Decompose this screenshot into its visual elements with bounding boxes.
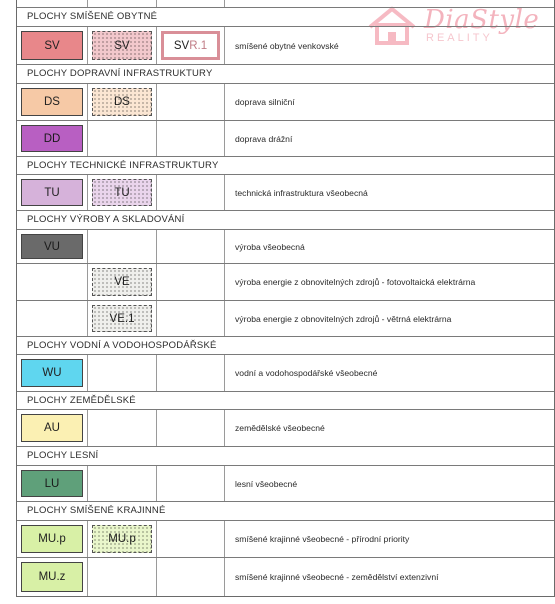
legend-description: smíšené krajinné všeobecné - zemědělství extenzivní bbox=[235, 572, 439, 582]
section-header: PLOCHY SMÍŠENÉ OBYTNÉ bbox=[17, 7, 554, 26]
legend-cell bbox=[157, 27, 225, 64]
legend-cell bbox=[17, 521, 88, 557]
legend-cell bbox=[88, 521, 157, 557]
legend-description: smíšené krajinné všeobecné - přírodní priority bbox=[235, 534, 410, 544]
legend-description: zemědělské všeobecné bbox=[235, 423, 325, 433]
legend-description: technická infrastruktura všeobecná bbox=[235, 187, 368, 198]
symbol-suffix: R.1 bbox=[189, 39, 208, 52]
legend-cell bbox=[88, 301, 157, 336]
legend-description: výroba energie z obnovitelných zdrojů - fotovoltaická elektrárna bbox=[235, 277, 476, 287]
legend-swatch-proposed: VE.1 bbox=[92, 305, 152, 332]
legend-cell bbox=[88, 410, 157, 446]
legend-cell bbox=[157, 466, 225, 501]
section-header: PLOCHY DOPRAVNÍ INFRASTRUKTURY bbox=[17, 64, 554, 83]
legend-swatch: VU bbox=[21, 234, 83, 259]
legend-row bbox=[17, 354, 554, 391]
logo-name: DiaStyle bbox=[424, 5, 540, 35]
legend-cell bbox=[17, 410, 88, 446]
legend-cell bbox=[88, 84, 157, 120]
legend-swatch: DD bbox=[21, 125, 83, 152]
legend-cell bbox=[157, 84, 225, 120]
legend-symbol-outline bbox=[161, 31, 220, 60]
legend-row bbox=[17, 83, 554, 120]
legend-swatch: AU bbox=[21, 414, 83, 442]
legend-row bbox=[17, 409, 554, 446]
legend-row bbox=[17, 465, 554, 501]
section-header: PLOCHY VODNÍ A VODOHOSPODÁŘSKÉ bbox=[17, 336, 554, 354]
legend-swatch: SV bbox=[21, 31, 83, 60]
legend-cell bbox=[157, 0, 225, 7]
legend-description: smíšené obytné venkovské bbox=[235, 40, 339, 51]
section-header: PLOCHY TECHNICKÉ INFRASTRUKTURY bbox=[17, 156, 554, 174]
section-header: PLOCHY ZEMĚDĚLSKÉ bbox=[17, 391, 554, 409]
legend-cell bbox=[157, 230, 225, 263]
legend-cell bbox=[17, 466, 88, 501]
legend-row bbox=[17, 26, 554, 64]
legend-table bbox=[16, 0, 555, 597]
legend-row bbox=[17, 300, 554, 336]
legend-swatch: MU.p bbox=[21, 525, 83, 553]
legend-row bbox=[17, 557, 554, 596]
legend-swatch-proposed: SV bbox=[92, 31, 152, 60]
legend-description: doprava drážní bbox=[235, 133, 293, 144]
legend-row bbox=[17, 263, 554, 300]
legend-swatch-proposed: DS bbox=[92, 88, 152, 116]
legend-cell bbox=[157, 521, 225, 557]
legend-swatch: DS bbox=[21, 88, 83, 116]
legend-description: lesní všeobecné bbox=[235, 478, 298, 489]
legend-cell bbox=[88, 558, 157, 596]
legend-cell bbox=[17, 301, 88, 336]
legend-cell bbox=[88, 230, 157, 263]
legend-row bbox=[17, 520, 554, 557]
cutoff-row bbox=[17, 0, 554, 7]
legend-cell bbox=[157, 558, 225, 596]
symbol-code: SV bbox=[173, 39, 190, 52]
section-header: PLOCHY SMÍŠENÉ KRAJINNÉ bbox=[17, 501, 554, 520]
legend-cell bbox=[88, 121, 157, 156]
legend-swatch-proposed: TU bbox=[92, 179, 152, 206]
legend-cell bbox=[157, 264, 225, 300]
legend-cell bbox=[157, 301, 225, 336]
legend-cell bbox=[157, 355, 225, 391]
legend-cell bbox=[17, 27, 88, 64]
section-header: PLOCHY LESNÍ bbox=[17, 446, 554, 465]
legend-swatch-proposed: MU.p bbox=[92, 525, 152, 553]
legend-cell bbox=[17, 230, 88, 263]
legend-cell bbox=[88, 355, 157, 391]
legend-cell bbox=[157, 121, 225, 156]
legend-cell bbox=[157, 410, 225, 446]
legend-row bbox=[17, 120, 554, 156]
legend-swatch-proposed: VE bbox=[92, 268, 152, 296]
legend-description: doprava silniční bbox=[235, 97, 295, 107]
legend-cell bbox=[17, 121, 88, 156]
legend-cell bbox=[88, 466, 157, 501]
legend-cell bbox=[17, 264, 88, 300]
legend-cell bbox=[88, 27, 157, 64]
legend-swatch: MU.z bbox=[21, 562, 83, 592]
legend-swatch: LU bbox=[21, 470, 83, 497]
legend-cell bbox=[88, 175, 157, 210]
legend-swatch: WU bbox=[21, 359, 83, 387]
logo-tagline: REALITY bbox=[426, 32, 493, 44]
legend-description: vodní a vodohospodářské všeobecné bbox=[235, 368, 378, 378]
legend-row bbox=[17, 174, 554, 210]
legend-cell bbox=[157, 175, 225, 210]
legend-cell bbox=[17, 0, 88, 7]
legend-cell bbox=[88, 264, 157, 300]
section-header: PLOCHY VÝROBY A SKLADOVÁNÍ bbox=[17, 210, 554, 229]
legend-cell bbox=[17, 355, 88, 391]
legend-cell bbox=[17, 84, 88, 120]
legend-cell bbox=[88, 0, 157, 7]
legend-row bbox=[17, 229, 554, 263]
legend-cell bbox=[17, 558, 88, 596]
legend-cell bbox=[17, 175, 88, 210]
legend-swatch: TU bbox=[21, 179, 83, 206]
legend-description: výroba všeobecná bbox=[235, 241, 305, 252]
legend-description: výroba energie z obnovitelných zdrojů - větrná elektrárna bbox=[235, 313, 452, 324]
